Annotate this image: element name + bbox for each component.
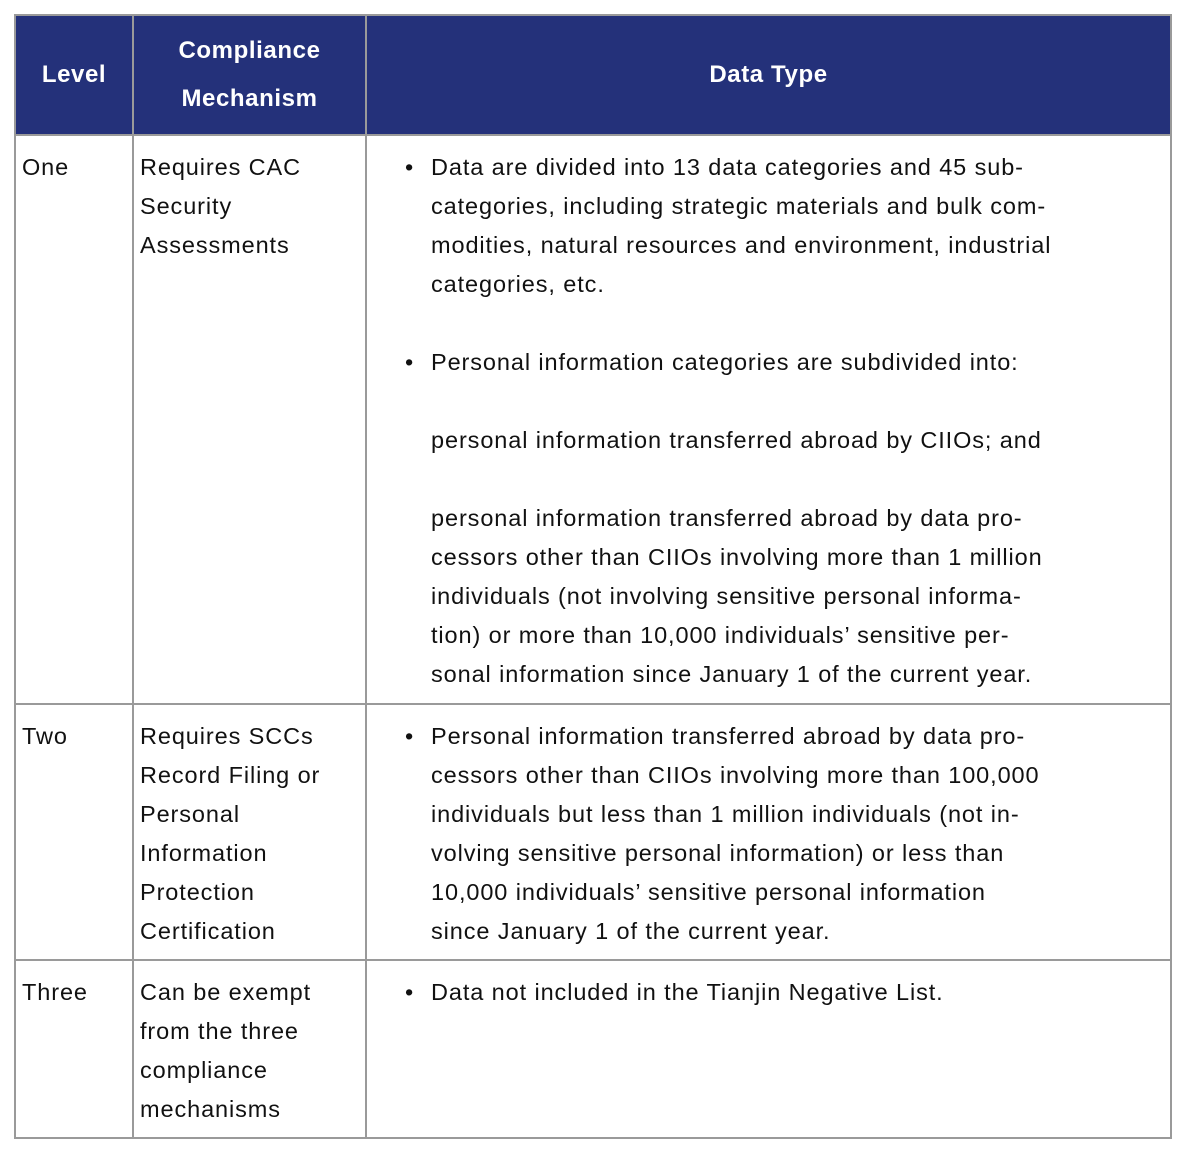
sub-paragraph xyxy=(405,421,1148,460)
mechanism-line: Requires SCCs xyxy=(140,723,314,749)
header-row xyxy=(15,15,1171,135)
bullet-line: Personal information categories are subdivided into: xyxy=(431,349,1019,375)
bullet-item xyxy=(405,973,1148,1012)
header-compliance-mechanism xyxy=(133,15,366,135)
mechanism-line: from the three xyxy=(140,1018,299,1044)
mechanism-line: Record Filing or xyxy=(140,762,321,788)
mechanism-line: Can be exempt xyxy=(140,979,312,1005)
mechanism-line: Requires CAC xyxy=(140,154,301,180)
bullet-line: 10,000 individuals’ sensitive personal information xyxy=(431,879,986,905)
bullet-dot-icon: • xyxy=(405,723,415,749)
bullet-item xyxy=(405,148,1148,304)
paragraph-line: sonal information since January 1 of the current year. xyxy=(431,661,1033,687)
mechanism-cell xyxy=(133,135,366,704)
spacer xyxy=(405,304,1148,343)
header-mechanism-line: Compliance xyxy=(178,37,321,64)
bullet-line: modities, natural resources and environment, industrial xyxy=(431,232,1052,258)
header-mechanism-line: Mechanism xyxy=(181,85,318,112)
bullet-dot-icon: • xyxy=(405,349,415,375)
data-type-cell xyxy=(366,960,1171,1138)
compliance-table xyxy=(14,14,1172,1139)
level-cell: One xyxy=(15,135,133,704)
mechanism-line: Information xyxy=(140,840,268,866)
spacer xyxy=(405,382,1148,421)
mechanism-line: mechanisms xyxy=(140,1096,281,1122)
mechanism-line: Protection xyxy=(140,879,255,905)
paragraph-line: tion) or more than 10,000 individuals’ sensitive per- xyxy=(431,622,1010,648)
bullet-dot-icon: • xyxy=(405,154,415,180)
table-row xyxy=(15,704,1171,960)
paragraph-line: personal information transferred abroad by data pro- xyxy=(431,505,1023,531)
sub-paragraph xyxy=(405,499,1148,694)
mechanism-line: Certification xyxy=(140,918,276,944)
data-type-cell xyxy=(366,704,1171,960)
bullet-item xyxy=(405,717,1148,951)
bullet-line: categories, etc. xyxy=(431,271,605,297)
bullet-item xyxy=(405,343,1148,382)
mechanism-cell xyxy=(133,704,366,960)
bullet-line: Data not included in the Tianjin Negative List. xyxy=(431,979,944,1005)
paragraph-line: individuals (not involving sensitive personal informa- xyxy=(431,583,1022,609)
bullet-line: cessors other than CIIOs involving more than 100,000 xyxy=(431,762,1040,788)
mechanism-line: Assessments xyxy=(140,232,290,258)
bullet-line: categories, including strategic materials and bulk com- xyxy=(431,193,1047,219)
bullet-line: Personal information transferred abroad by data pro- xyxy=(431,723,1026,749)
spacer xyxy=(405,460,1148,499)
table-row xyxy=(15,135,1171,704)
header-level: Level xyxy=(15,15,133,135)
paragraph-line: cessors other than CIIOs involving more than 1 million xyxy=(431,544,1043,570)
level-cell: Two xyxy=(15,704,133,960)
mechanism-line: compliance xyxy=(140,1057,268,1083)
bullet-line: individuals but less than 1 million individuals (not in- xyxy=(431,801,1020,827)
bullet-line: since January 1 of the current year. xyxy=(431,918,831,944)
level-cell: Three xyxy=(15,960,133,1138)
header-data-type: Data Type xyxy=(366,15,1171,135)
bullet-line: volving sensitive personal information) or less than xyxy=(431,840,1005,866)
mechanism-line: Security xyxy=(140,193,233,219)
bullet-dot-icon: • xyxy=(405,979,415,1005)
data-type-cell xyxy=(366,135,1171,704)
mechanism-cell xyxy=(133,960,366,1138)
table-row xyxy=(15,960,1171,1138)
mechanism-line: Personal xyxy=(140,801,240,827)
paragraph-line: personal information transferred abroad by CIIOs; and xyxy=(431,427,1042,453)
bullet-line: Data are divided into 13 data categories and 45 sub- xyxy=(431,154,1024,180)
